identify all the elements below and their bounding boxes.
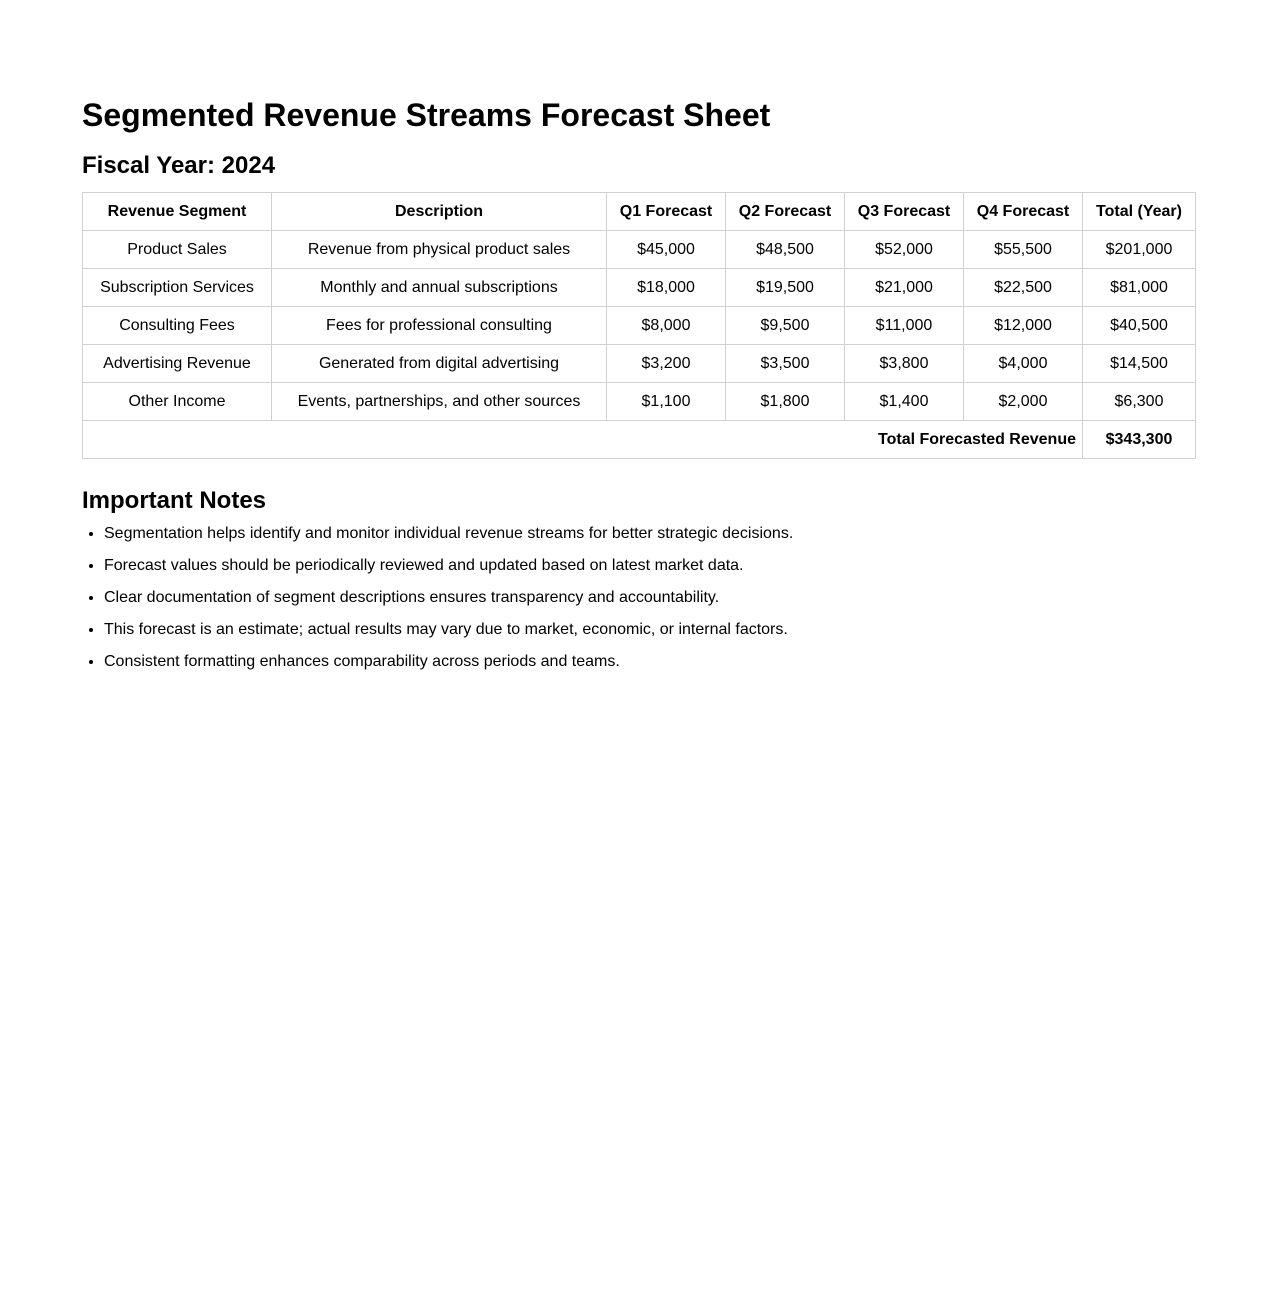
document (82, 96, 1196, 684)
total-forecasted-revenue-label: Total Forecasted Revenue (83, 421, 1083, 459)
cell-q4: $55,500 (964, 231, 1083, 269)
cell-q1: $1,100 (607, 383, 726, 421)
cell-q2: $3,500 (726, 345, 845, 383)
cell-q1: $3,200 (607, 345, 726, 383)
cell-q3: $21,000 (845, 269, 964, 307)
cell-q4: $2,000 (964, 383, 1083, 421)
table-header-row (83, 193, 1196, 231)
page-title: Segmented Revenue Streams Forecast Sheet (82, 97, 771, 133)
header-q3-forecast: Q3 Forecast (845, 193, 964, 231)
table-total-row (83, 421, 1196, 459)
header-q1-forecast: Q1 Forecast (607, 193, 726, 231)
cell-segment: Product Sales (83, 231, 272, 269)
cell-q3: $1,400 (845, 383, 964, 421)
fiscal-year-heading: Fiscal Year: 2024 (82, 152, 276, 179)
table-row (83, 231, 1196, 269)
cell-q2: $48,500 (726, 231, 845, 269)
table-row (83, 269, 1196, 307)
cell-q3: $11,000 (845, 307, 964, 345)
cell-description: Generated from digital advertising (272, 345, 607, 383)
header-q2-forecast: Q2 Forecast (726, 193, 845, 231)
list-item: • Clear documentation of segment descriptions ensures transparency and accountability. (104, 588, 1196, 608)
cell-description: Monthly and annual subscriptions (272, 269, 607, 307)
cell-q4: $4,000 (964, 345, 1083, 383)
list-item: • Consistent formatting enhances comparability across periods and teams. (104, 652, 1196, 672)
cell-total: $81,000 (1083, 269, 1196, 307)
cell-total: $6,300 (1083, 383, 1196, 421)
cell-q1: $8,000 (607, 307, 726, 345)
cell-q3: $3,800 (845, 345, 964, 383)
list-item: • This forecast is an estimate; actual results may vary due to market, economic, or internal factors. (104, 620, 1196, 640)
cell-q4: $22,500 (964, 269, 1083, 307)
cell-total: $201,000 (1083, 231, 1196, 269)
cell-q2: $1,800 (726, 383, 845, 421)
cell-description: Fees for professional consulting (272, 307, 607, 345)
header-revenue-segment: Revenue Segment (83, 193, 272, 231)
cell-q4: $12,000 (964, 307, 1083, 345)
table-row (83, 307, 1196, 345)
cell-description: Revenue from physical product sales (272, 231, 607, 269)
revenue-forecast-table (82, 192, 1196, 459)
notes-heading: Important Notes (82, 487, 267, 514)
cell-segment: Advertising Revenue (83, 345, 272, 383)
cell-q2: $19,500 (726, 269, 845, 307)
cell-total: $14,500 (1083, 345, 1196, 383)
cell-total: $40,500 (1083, 307, 1196, 345)
list-item: • Segmentation helps identify and monitor individual revenue streams for better strategic decisions. (104, 524, 1196, 544)
table-row (83, 383, 1196, 421)
cell-q2: $9,500 (726, 307, 845, 345)
header-q4-forecast: Q4 Forecast (964, 193, 1083, 231)
cell-segment: Other Income (83, 383, 272, 421)
cell-q1: $45,000 (607, 231, 726, 269)
list-item: • Forecast values should be periodically reviewed and updated based on latest market data. (104, 556, 1196, 576)
table-row (83, 345, 1196, 383)
cell-q1: $18,000 (607, 269, 726, 307)
cell-q3: $52,000 (845, 231, 964, 269)
total-forecasted-revenue-value: $343,300 (1083, 421, 1196, 459)
header-description: Description (272, 193, 607, 231)
header-total-year: Total (Year) (1083, 193, 1196, 231)
notes-list (82, 524, 1196, 672)
cell-segment: Consulting Fees (83, 307, 272, 345)
cell-segment: Subscription Services (83, 269, 272, 307)
cell-description: Events, partnerships, and other sources (272, 383, 607, 421)
